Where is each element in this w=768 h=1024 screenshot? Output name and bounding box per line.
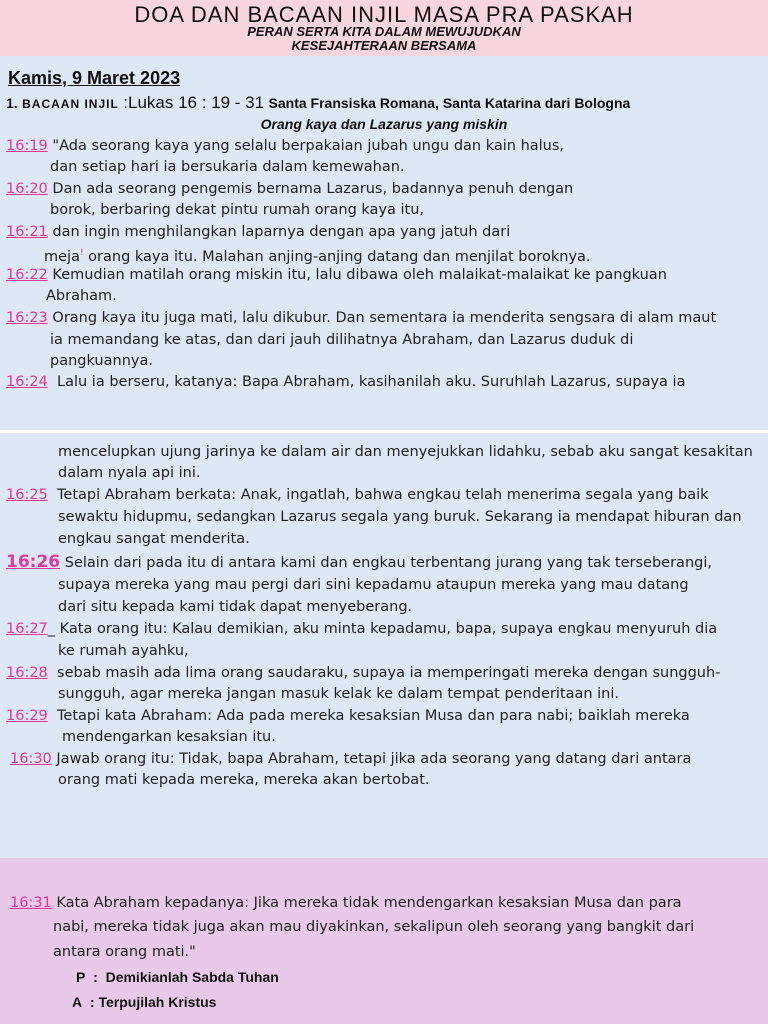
verse-line: 16:31 Kata Abraham kepadanya: Jika mereka tidak mendengarkan kesaksian Musa dan para xyxy=(10,895,682,911)
saints-of-day: Santa Fransiska Romana, Santa Katarina dari Bologna xyxy=(268,95,631,111)
reading-heading xyxy=(6,93,630,113)
verse-line: 16:26 Selain dari pada itu di antara kami dan engkau terbentang jurang yang tak terseberangi, xyxy=(6,552,712,572)
verse-line: 16:20 Dan ada seorang pengemis bernama Lazarus, badannya penuh dengan xyxy=(6,181,574,197)
date-heading: Kamis, 9 Maret 2023 xyxy=(8,68,181,88)
verse-line: meja! orang kaya itu. Malahan anjing-anjing datang dan menjilat boroknya. xyxy=(44,248,591,265)
verse-line: ia memandang ke atas, dan dari jauh dilihatnya Abraham, dan Lazarus duduk di xyxy=(50,332,634,348)
response-assembly: A : Terpujilah Kristus xyxy=(72,994,217,1010)
verse-line: mendengarkan kesaksian itu. xyxy=(62,729,276,745)
verse-line: Abraham. xyxy=(46,288,117,304)
verse-ref: 16:24 xyxy=(6,374,48,390)
verse-line: sewaktu hidupmu, sedangkan Lazarus segala yang buruk. Sekarang ia mendapat hiburan dan xyxy=(58,509,742,525)
reading-reference: Lukas 16 : 19 - 31 xyxy=(128,93,265,112)
verse-line: 16:24 Lalu ia berseru, katanya: Bapa Abraham, kasihanilah aku. Suruhlah Lazarus, supaya ia xyxy=(6,374,686,390)
verse-ref: 16:28 xyxy=(6,665,48,681)
verse-line: dan setiap hari ia bersukaria dalam kemewahan. xyxy=(50,159,405,175)
verse-ref: 16:20 xyxy=(6,181,48,197)
verse-ref: 16:23 xyxy=(6,310,48,326)
verse-line: engkau sangat menderita. xyxy=(58,531,250,547)
verse-line: borok, berbaring dekat pintu rumah orang kaya itu, xyxy=(50,202,425,218)
verse-ref: 16:29 xyxy=(6,708,48,724)
verse-ref: 16:26 xyxy=(6,552,61,572)
verse-line: 16:28 sebab masih ada lima orang saudaraku, supaya ia memperingati mereka dengan sungguh- xyxy=(6,665,721,681)
verse-line: 16:30 Jawab orang itu: Tidak, bapa Abraham, tetapi jika ada seorang yang datang dari antara xyxy=(10,751,692,767)
reading-number: 1. xyxy=(6,95,18,111)
verse-line: nabi, mereka tidak juga akan mau diyakinkan, sekalipun oleh seorang yang bangkit dari xyxy=(53,919,695,935)
verse-line: dari situ kepada kami tidak dapat menyeberang. xyxy=(58,599,413,615)
reading-separator: : xyxy=(123,93,128,112)
reading-label: BACAAN INJIL xyxy=(22,97,119,111)
verse-ref-suffix: _ xyxy=(47,621,56,637)
verse-ref: 16:30 xyxy=(10,751,52,767)
verse-ref: 16:25 xyxy=(6,487,48,503)
response-priest: P : Demikianlah Sabda Tuhan xyxy=(76,969,279,985)
verse-ref: 16:21 xyxy=(6,224,48,240)
verse-line: sungguh, agar mereka jangan masuk kelak ke dalam tempat penderitaan ini. xyxy=(58,686,620,702)
verse-line: supaya mereka yang mau pergi dari sini kepadamu ataupun mereka yang mau datang xyxy=(58,577,689,593)
verse-line: 16:23 Orang kaya itu juga mati, lalu dikubur. Dan sementara ia menderita sengsara di alam maut xyxy=(6,310,717,326)
verse-ref: 16:31 xyxy=(10,895,52,911)
verse-line: antara orang mati." xyxy=(53,944,196,960)
verse-line: 16:21 dan ingin menghilangkan laparnya dengan apa yang jatuh dari xyxy=(6,224,511,240)
verse-ref: 16:27 xyxy=(6,621,48,637)
reading-subtitle: Orang kaya dan Lazarus yang miskin xyxy=(260,116,508,132)
verse-line: 16:25 Tetapi Abraham berkata: Anak, ingatlah, bahwa engkau telah menerima segala yang baik xyxy=(6,487,709,503)
page-title: DOA DAN BACAAN INJIL MASA PRA PASKAH xyxy=(134,2,634,27)
verse-ref: 16:22 xyxy=(6,267,48,283)
header-subtitle-2: KESEJAHTERAAN BERSAMA xyxy=(291,38,477,53)
verse-line: mencelupkan ujung jarinya ke dalam air dan menyejukkan lidahku, sebab aku sangat kesakitan xyxy=(58,444,753,460)
verse-line: 16:27_ Kata orang itu: Kalau demikian, aku minta kepadamu, bapa, supaya engkau menyuruh dia xyxy=(6,621,718,637)
verse-line: 16:22 Kemudian matilah orang miskin itu, lalu dibawa oleh malaikat-malaikat ke pangkuan xyxy=(6,267,667,283)
verse-line: dalam nyala api ini. xyxy=(58,465,201,481)
verse-line: pangkuannya. xyxy=(50,353,153,369)
verse-line: orang mati kepada mereka, mereka akan bertobat. xyxy=(58,772,430,788)
verse-ref: 16:19 xyxy=(6,138,48,154)
footnote-marker: ! xyxy=(79,248,84,258)
header-subtitle-1: PERAN SERTA KITA DALAM MEWUJUDKAN xyxy=(247,24,521,39)
verse-line: 16:29 Tetapi kata Abraham: Ada pada mereka kesaksian Musa dan para nabi; baiklah mereka xyxy=(6,708,690,724)
verse-line: 16:19 "Ada seorang kaya yang selalu berpakaian jubah ungu dan kain halus, xyxy=(6,138,565,154)
verse-line: ke rumah ayahku, xyxy=(58,643,189,659)
